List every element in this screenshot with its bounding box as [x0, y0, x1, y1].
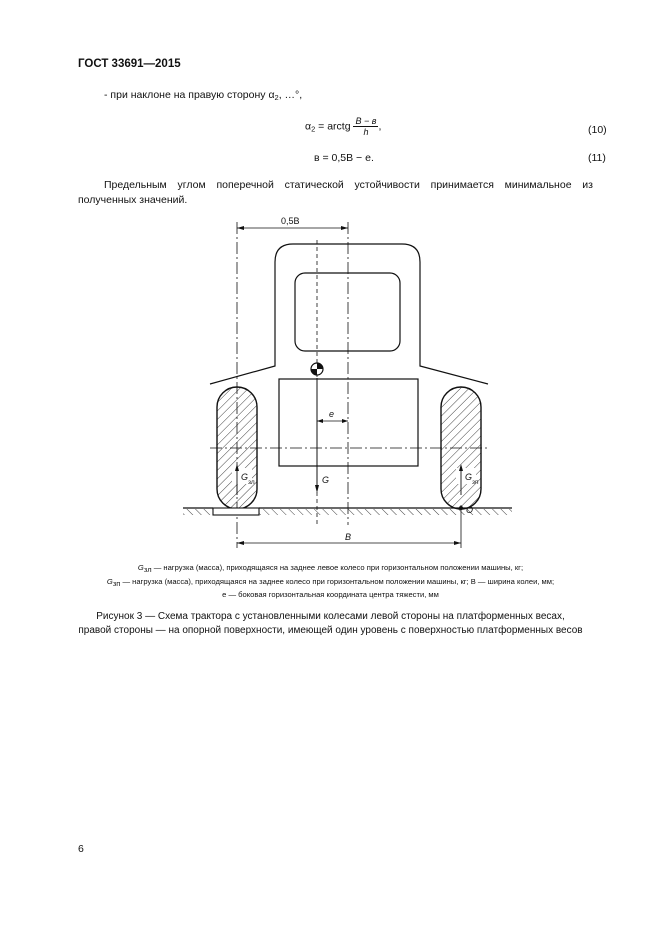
eq11-number: (11) [588, 152, 606, 164]
note-line-1: Gзл — нагрузка (масса), приходящаяся на заднее левое колесо при горизонтальном положении машины, кг; [137, 563, 524, 574]
right-load-label: G [465, 472, 473, 482]
left-load-sub: зл [248, 479, 255, 486]
intro-text: - при наклоне на правую сторону [104, 89, 269, 101]
half-width-dimension [237, 216, 348, 230]
note-line-3: е — боковая горизонтальная координата центра тяжести, мм [222, 590, 439, 599]
half-width-label: 0,5B [281, 216, 300, 226]
left-load-label: G [241, 472, 249, 482]
cab-outline [210, 244, 488, 384]
eq10-denominator: h [363, 127, 369, 137]
cab-window [295, 273, 400, 351]
intro-alpha-sub: 2 [274, 93, 279, 102]
caption-line-1: Рисунок 3 — Схема трактора с установленными колесами левой стороны на платформенных весах, [96, 611, 565, 622]
pivot-point [459, 506, 463, 510]
track-width-dimension [237, 532, 461, 545]
tractor-body [279, 379, 418, 466]
pivot-label: O [466, 505, 474, 515]
intro-alpha: α [268, 89, 275, 101]
intro-tail: , …°, [278, 89, 303, 101]
standard-header: ГОСТ 33691—2015 [78, 58, 181, 70]
track-width-label: B [345, 532, 352, 542]
eq10-number: (10) [588, 124, 607, 136]
eq10-numerator: B − в [355, 116, 377, 126]
offset-dimension [317, 409, 348, 423]
center-of-gravity-icon [311, 363, 323, 375]
page-number: 6 [78, 843, 84, 855]
figure-notes [40, 562, 621, 601]
eq10-lhs: α [305, 120, 312, 133]
platform-scale [213, 508, 259, 515]
right-load-sub: зп [472, 479, 479, 486]
eq10-op: = arctg [315, 120, 354, 133]
eq10-lhs-sub: 2 [311, 124, 316, 134]
gravity-label: G [322, 475, 330, 485]
stability-paragraph: Предельным углом поперечной статической устойчивости принимается минимальное из полученных значений. [78, 179, 593, 206]
offset-label: e [329, 409, 335, 419]
eq10-end: , [378, 120, 382, 133]
note-line-2: Gзп — нагрузка (масса), приходящаяся на заднее колесо при горизонтальном положении машины, кг; B — ширина колеи, мм; [106, 576, 555, 588]
gravity-arrow [315, 378, 329, 493]
figure-caption [40, 610, 621, 638]
caption-line-2: правой стороны — на опорной поверхности, имеющей один уровень с поверхностью платформенных весов [78, 625, 583, 636]
equation-11: в = 0,5B − е. [314, 152, 374, 164]
